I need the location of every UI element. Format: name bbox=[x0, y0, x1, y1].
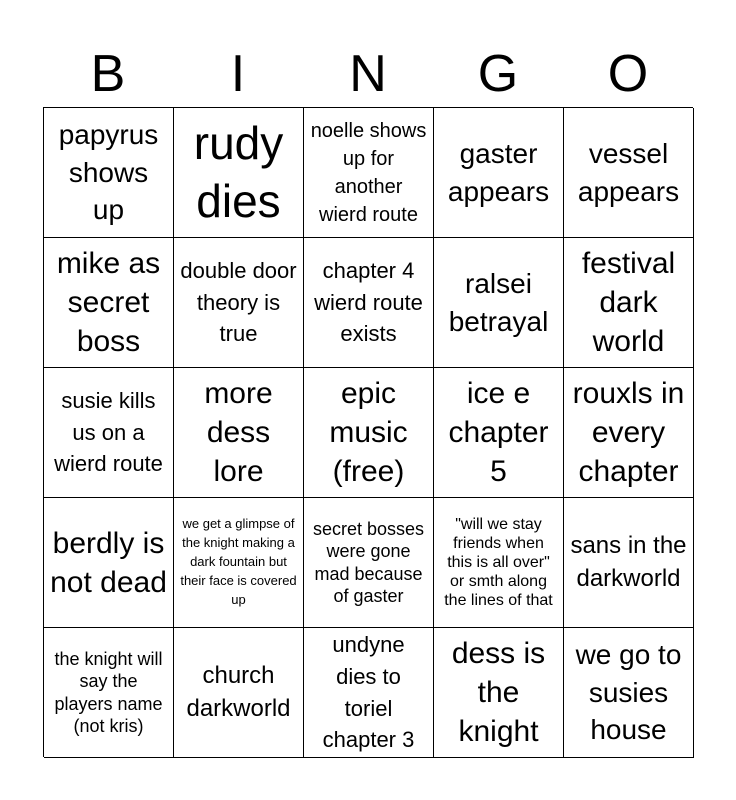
bingo-cell[interactable] bbox=[304, 368, 434, 498]
cell-text: susie kills us on a wierd route bbox=[54, 387, 163, 477]
cell-text: undyne dies to toriel chapter 3 bbox=[322, 631, 415, 753]
cell-text: gaster appears bbox=[447, 137, 550, 207]
bingo-cell[interactable] bbox=[304, 238, 434, 368]
bingo-cell[interactable] bbox=[564, 368, 694, 498]
cell-text: epic music (free) bbox=[329, 377, 408, 488]
bingo-card bbox=[43, 107, 693, 757]
cell-text: secret bosses were gone mad because of gaster bbox=[312, 518, 425, 606]
bingo-cell[interactable] bbox=[174, 628, 304, 758]
header-letter-o: O bbox=[607, 45, 649, 103]
cell-text: vessel appears bbox=[577, 137, 680, 207]
cell-text: church darkworld bbox=[186, 662, 291, 722]
cell-text: more dess lore bbox=[204, 377, 273, 488]
header-letter-n: N bbox=[349, 45, 387, 103]
bingo-cell[interactable] bbox=[434, 108, 564, 238]
bingo-cell[interactable] bbox=[434, 368, 564, 498]
bingo-cell[interactable] bbox=[174, 368, 304, 498]
cell-text: noelle shows up for another wierd route bbox=[310, 119, 427, 226]
bingo-cell[interactable] bbox=[304, 108, 434, 238]
cell-text: festival dark world bbox=[581, 247, 676, 358]
cell-text: the knight will say the players name (not kris) bbox=[54, 648, 163, 736]
cell-text: we get a glimpse of the knight making a dark fountain but their face is covered up bbox=[180, 516, 297, 607]
bingo-cell[interactable] bbox=[174, 108, 304, 238]
bingo-cell[interactable] bbox=[564, 628, 694, 758]
cell-text: ice e chapter 5 bbox=[448, 377, 549, 488]
bingo-cell[interactable] bbox=[174, 238, 304, 368]
cell-text: chapter 4 wierd route exists bbox=[314, 257, 423, 347]
header-letter-g: G bbox=[477, 45, 519, 103]
bingo-cell[interactable] bbox=[44, 238, 174, 368]
cell-text: papyrus shows up bbox=[58, 118, 159, 226]
cell-text: dess is the knight bbox=[451, 637, 546, 748]
bingo-cell[interactable] bbox=[44, 368, 174, 498]
bingo-cell[interactable] bbox=[564, 498, 694, 628]
bingo-cell[interactable] bbox=[44, 108, 174, 238]
cell-text: mike as secret boss bbox=[56, 247, 161, 358]
cell-text: ralsei betrayal bbox=[448, 267, 549, 337]
bingo-cell[interactable] bbox=[304, 498, 434, 628]
cell-text: double door theory is true bbox=[180, 257, 297, 347]
cell-text: rudy dies bbox=[193, 117, 284, 227]
bingo-cell[interactable] bbox=[434, 238, 564, 368]
cell-text: "will we stay friends when this is all over" or smth along the lines of that bbox=[444, 515, 553, 610]
bingo-cell[interactable] bbox=[434, 498, 564, 628]
bingo-cell[interactable] bbox=[564, 108, 694, 238]
bingo-cell[interactable] bbox=[44, 498, 174, 628]
bingo-cell[interactable] bbox=[174, 498, 304, 628]
header-letter-b: B bbox=[90, 45, 126, 103]
bingo-cell[interactable] bbox=[434, 628, 564, 758]
cell-text: sans in the darkworld bbox=[570, 532, 687, 592]
bingo-cell[interactable] bbox=[304, 628, 434, 758]
bingo-cell[interactable] bbox=[564, 238, 694, 368]
cell-text: berdly is not dead bbox=[50, 526, 167, 599]
bingo-cell[interactable] bbox=[44, 628, 174, 758]
cell-text: we go to susies house bbox=[575, 638, 682, 746]
header-letter-i: I bbox=[230, 45, 246, 103]
bingo-header bbox=[43, 40, 693, 108]
cell-text: rouxls in every chapter bbox=[572, 377, 685, 488]
